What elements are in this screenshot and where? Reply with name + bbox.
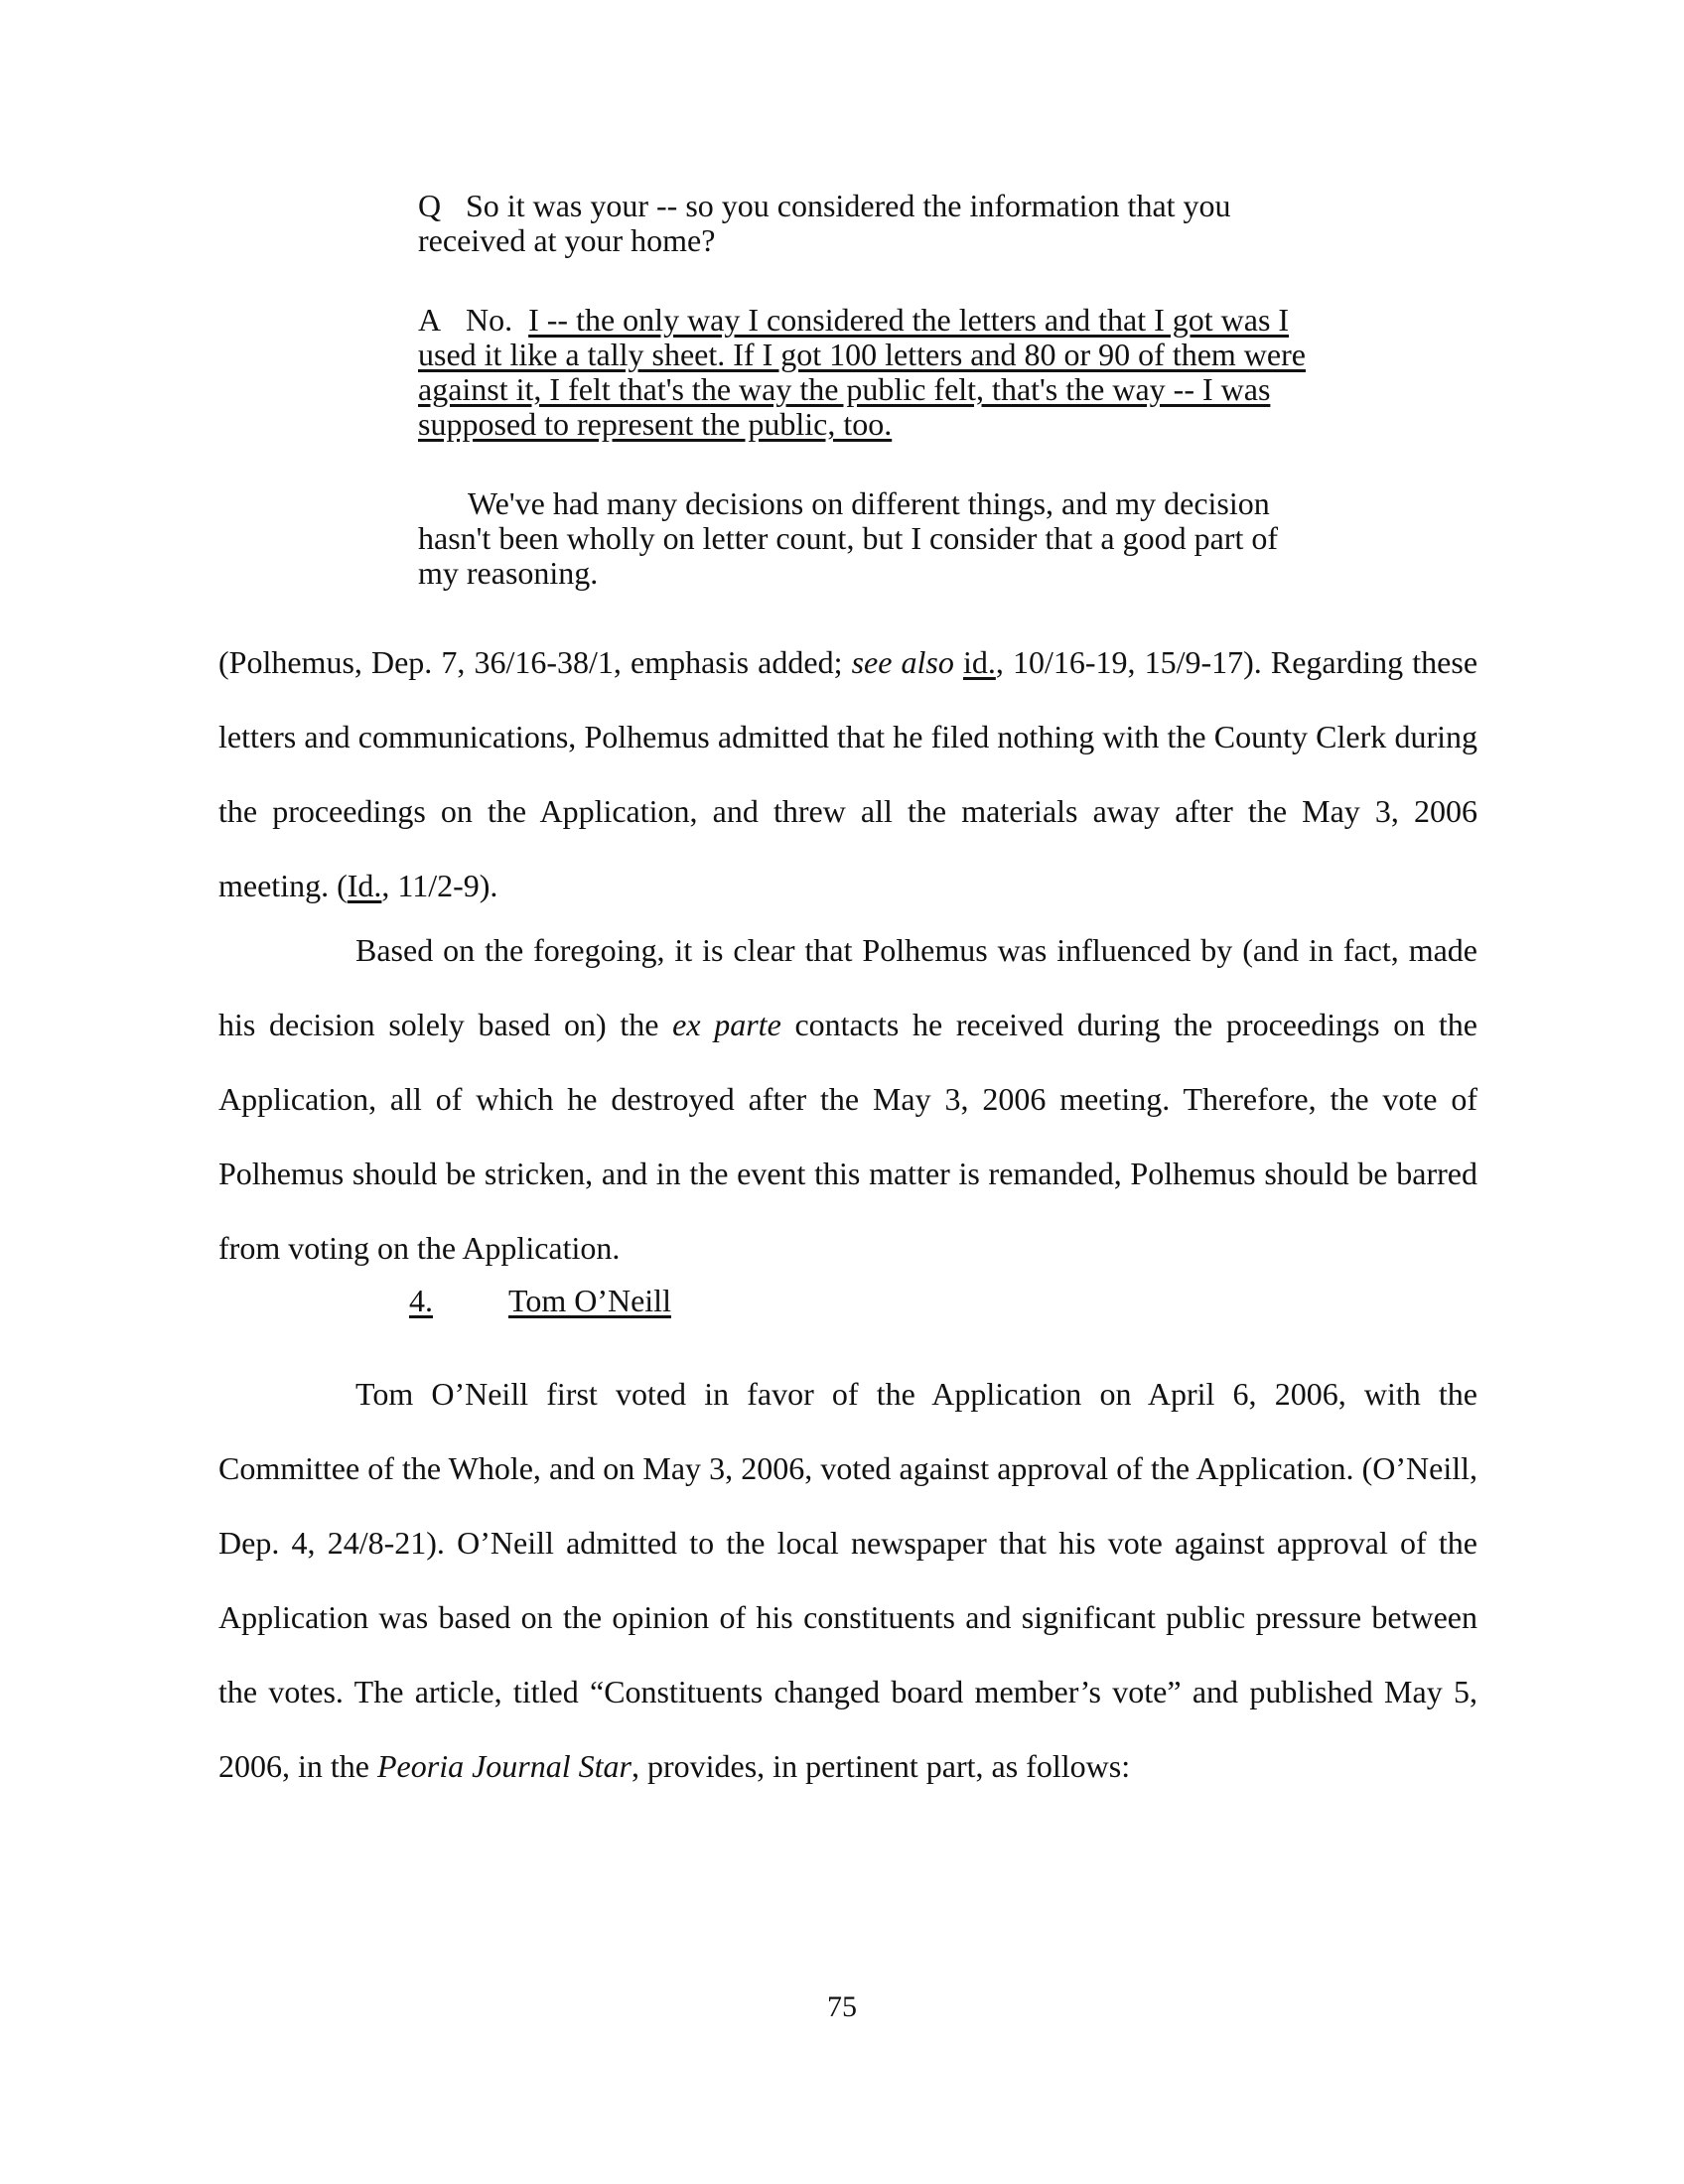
ex-parte-term: ex parte [672,1007,781,1042]
oneill-text-1: Tom O’Neill first voted in favor of the Application on April 6, 2006, with the Committee of the Whole, and on May 3, 2006, voted against approval of the Application. (O’Neill, Dep. 4, 24/8-21). O’Neill admitted to the local newspaper that his vote against approval of the Application was based on the opinion of his constituents and significant public pressure between the votes. The article, titled “Constituents changed board member’s vote” and published May 5, 2006, in the [218,1376,1477,1784]
page-number: 75 [827,1990,857,2023]
paragraph-conclusion [218,913,1477,1286]
oneill-text-2: , provides, in pertinent part, as follows: [631,1748,1131,1784]
conclusion-text-1: Based on the foregoing, it is clear that Polhemus was influenced by (and in fact, made his decision solely based on) the [218,932,1477,1042]
answer-label: A [418,302,442,338]
id-citation-2: Id. [347,868,382,903]
question-label: Q [418,188,442,223]
deposition-answer [418,303,1312,442]
citation-text-2: , 10/16-19, 15/9-17). Regarding these letters and communications, Polhemus admitted that he filed nothing with the County Clerk during the proceedings on the Application, and threw all the materials away after the May 3, 2006 meeting. ( [218,644,1478,903]
publication-name: Peoria Journal Star [376,1748,632,1784]
see-also-signal: see also [851,644,954,680]
conclusion-text-2: contacts he received during the proceedings on the Application, all of which he destroyed after the May 3, 2006 meeting. Therefore, the vote of Polhemus should be stricken, and in the event this matter is remanded, Polhemus should be barred from voting on the Application. [218,1007,1478,1266]
citation-text-3: , 11/2-9). [381,868,498,903]
section-heading [409,1281,671,1320]
id-citation-1: id. [962,644,996,680]
section-title: Tom O’Neill [508,1283,671,1318]
paragraph-oneill [218,1357,1477,1804]
question-text: So it was your -- so you considered the information that you received at your home? [418,188,1231,258]
section-number: 4. [409,1283,433,1318]
deposition-answer-continuation: We've had many decisions on different things, and my decision hasn't been wholly on letter count, but I consider that a good part of my reasoning. [418,485,1278,591]
paragraph-citation [218,625,1477,923]
answer-lead: No. [466,302,513,338]
answer-emphasized-text: I -- the only way I considered the letters and that I got was I used it like a tally sheet. If I got 100 letters and 80 or 90 of them were against it, I felt that's the way the public felt, that's the way -- I was supposed to represent the public, too. [418,302,1306,442]
citation-text-1: (Polhemus, Dep. 7, 36/16-38/1, emphasis added; [218,644,852,680]
deposition-question [418,189,1312,258]
